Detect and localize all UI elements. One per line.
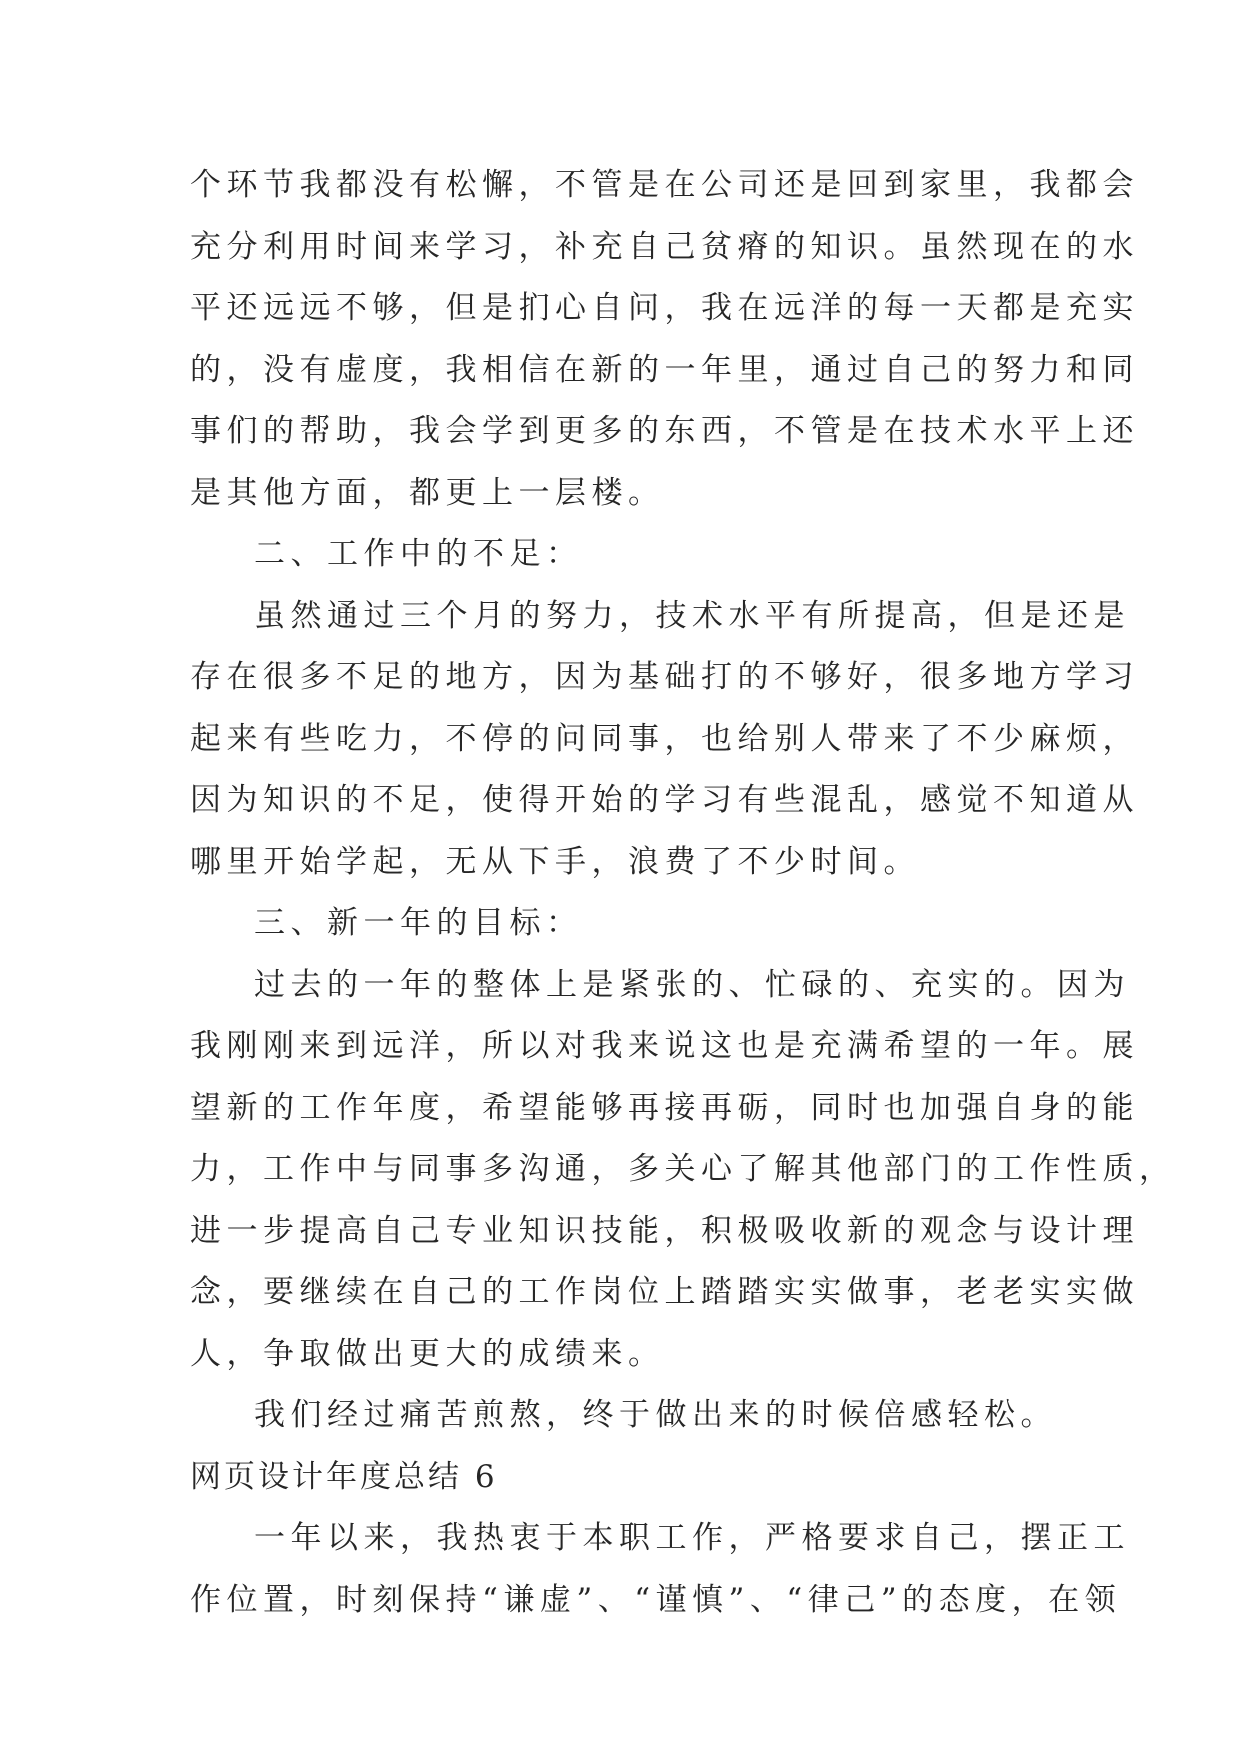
body-text-line: 我们经过痛苦煎熬，终于做出来的时候倍感轻松。 — [254, 1397, 1057, 1433]
body-text-line: 起来有些吃力，不停的问同事，也给别人带来了不少麻烦， — [190, 720, 1139, 757]
body-text-line: 望新的工作年度，希望能够再接再砺，同时也加强自身的能 — [190, 1089, 1139, 1126]
section-heading: 二、工作中的不足： — [254, 536, 583, 572]
body-text-line: 进一步提高自己专业知识技能，积极吸收新的观念与设计理 — [190, 1212, 1139, 1249]
body-text-line: 一年以来，我热衷于本职工作，严格要求自己，摆正工 — [254, 1520, 1130, 1556]
body-text-line: 因为知识的不足，使得开始的学习有些混乱，感觉不知道从 — [190, 782, 1139, 818]
body-text-line: 事们的帮助，我会学到更多的东西，不管是在技术水平上还 — [190, 413, 1139, 449]
body-text-line: 力，工作中与同事多沟通，多关心了解其他部门的工作性质， — [190, 1151, 1176, 1187]
body-text-line: 过去的一年的整体上是紧张的、忙碌的、充实的。因为 — [254, 966, 1130, 1003]
body-text-line: 平还远远不够，但是扪心自问，我在远洋的每一天都是充实 — [190, 290, 1139, 326]
body-text-line: 虽然通过三个月的努力，技术水平有所提高，但是还是 — [254, 597, 1130, 634]
document-title: 网页设计年度总结 6 — [190, 1458, 498, 1495]
body-text-line: 我刚刚来到远洋，所以对我来说这也是充满希望的一年。展 — [190, 1028, 1139, 1064]
body-text-line: 念，要继续在自己的工作岗位上踏踏实实做事，老老实实做 — [190, 1274, 1139, 1310]
body-text-line: 哪里开始学起，无从下手，浪费了不少时间。 — [190, 843, 920, 880]
body-text-line: 个环节我都没有松懈，不管是在公司还是回到家里，我都会 — [190, 167, 1139, 203]
body-text-line: 作位置，时刻保持“谦虚”、“谨慎”、“律己”的态度，在领 — [190, 1581, 1122, 1618]
body-text-line: 存在很多不足的地方，因为基础打的不够好，很多地方学习 — [190, 659, 1139, 695]
body-text-line: 是其他方面，都更上一层楼。 — [190, 474, 665, 511]
document-body — [190, 155, 1176, 1631]
section-heading: 三、新一年的目标： — [254, 905, 583, 941]
body-text-line: 的，没有虚度，我相信在新的一年里，通过自己的努力和同 — [190, 351, 1139, 388]
body-text-line: 充分利用时间来学习，补充自己贫瘠的知识。虽然现在的水 — [190, 228, 1139, 265]
body-text-line: 人，争取做出更大的成绩来。 — [190, 1335, 665, 1372]
